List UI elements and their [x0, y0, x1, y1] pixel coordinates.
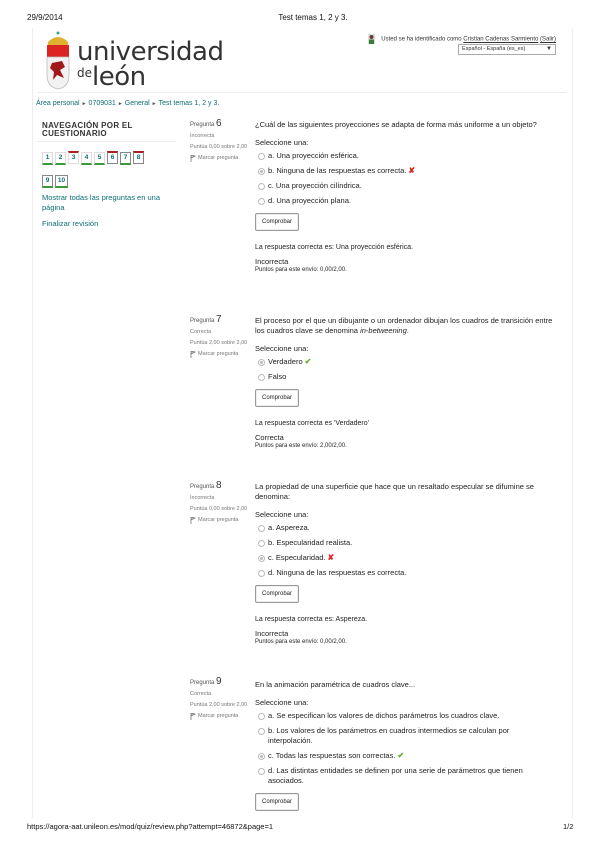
logout-link[interactable]: (Salir): [540, 36, 556, 43]
check-button[interactable]: Comprobar: [255, 585, 299, 603]
question-score: Puntúa 2,00 sobre 2,00: [190, 702, 248, 708]
radio-button-checked[interactable]: [258, 359, 265, 366]
question-info: [190, 120, 250, 166]
print-title: Test temas 1, 2 y 3.: [278, 13, 348, 22]
radio-button-checked[interactable]: [258, 168, 265, 175]
nav-question-4[interactable]: 4: [81, 152, 92, 165]
answer-option-b[interactable]: [258, 538, 555, 548]
question-7: [255, 316, 555, 450]
question-text: [255, 316, 555, 336]
print-date: 29/9/2014: [27, 13, 63, 22]
grade-text: Puntos para este envío: 2,00/2,00.: [255, 443, 347, 449]
answer-option-c[interactable]: [258, 751, 555, 761]
breadcrumb-area-personal[interactable]: Área personal: [36, 100, 80, 107]
option-label: b. Especularidad realista.: [268, 538, 353, 547]
check-button[interactable]: Comprobar: [255, 213, 299, 231]
option-label: c. Una proyección cilíndrica.: [268, 181, 362, 190]
user-name-link[interactable]: Cristian Cadenas Sarmiento: [463, 36, 539, 43]
option-label: a. Aspereza.: [268, 523, 310, 532]
radio-button[interactable]: [258, 374, 265, 381]
answer-option-true[interactable]: [258, 357, 555, 367]
right-answer-text: La respuesta correcta es: Aspereza.: [255, 616, 368, 623]
answer-option-a[interactable]: [258, 711, 555, 721]
logo-text-leon: león: [92, 62, 146, 92]
answer-prompt: Seleccione una:: [255, 344, 309, 353]
flag-icon: [190, 517, 196, 524]
user-avatar-icon[interactable]: [368, 34, 375, 44]
question-text-emphasis: in-betweening: [360, 326, 407, 335]
question-score: Puntúa 0,00 sobre 2,00: [190, 144, 248, 150]
question-number-value: 8: [216, 480, 222, 491]
nav-question-10[interactable]: 10: [55, 175, 68, 188]
option-label: c. Todas las respuestas son correctas.: [268, 751, 396, 760]
show-all-questions-link[interactable]: Mostrar todas las preguntas en una página: [42, 193, 160, 212]
breadcrumb-separator-icon: ►: [117, 101, 123, 107]
login-prefix: Usted se ha identificado como: [381, 36, 464, 43]
result-state: Correcta: [255, 433, 284, 442]
nav-question-6[interactable]: 6: [107, 151, 118, 164]
finish-review-link[interactable]: Finalizar revisión: [42, 219, 99, 228]
answer-prompt: Seleccione una:: [255, 138, 309, 147]
incorrect-cross-icon: ✘: [408, 166, 416, 175]
radio-button[interactable]: [258, 768, 265, 775]
option-label: Falso: [268, 372, 287, 381]
nav-question-3[interactable]: 3: [68, 151, 79, 164]
logo-text-de: de: [77, 66, 92, 80]
question-text: ¿Cuál de las siguientes proyecciones se adapta de forma más uniforme a un objeto?: [255, 120, 537, 129]
question-score: Puntúa 0,00 sobre 2,00: [190, 506, 248, 512]
right-answer-text: La respuesta correcta es 'Verdadero': [255, 420, 369, 427]
question-info: [190, 482, 250, 528]
flag-question-label: Marcar pregunta: [198, 713, 239, 719]
incorrect-cross-icon: ✘: [327, 553, 335, 562]
answer-option-c[interactable]: [258, 181, 555, 191]
question-number: [190, 678, 250, 687]
question-state: Correcta: [190, 691, 212, 697]
breadcrumb-quiz[interactable]: Test temas 1, 2 y 3.: [158, 100, 220, 107]
breadcrumb-separator-icon: ►: [81, 101, 87, 107]
radio-button[interactable]: [258, 713, 265, 720]
question-text-part: .: [406, 326, 409, 335]
question-number: [190, 120, 250, 129]
question-state: Incorrecta: [190, 495, 215, 501]
option-label: c. Especularidad.: [268, 553, 326, 562]
breadcrumb: [36, 100, 219, 107]
language-select[interactable]: [458, 44, 556, 55]
option-label: d. Una proyección plana.: [268, 196, 351, 205]
question-info: [190, 678, 250, 724]
answer-prompt: Seleccione una:: [255, 698, 309, 707]
print-page-number: 1/2: [563, 822, 574, 831]
flag-question-button[interactable]: [190, 351, 250, 358]
answer-option-c[interactable]: [258, 553, 555, 563]
nav-question-8[interactable]: 8: [133, 151, 144, 164]
radio-button-checked[interactable]: [258, 753, 265, 760]
flag-question-label: Marcar pregunta: [198, 155, 239, 161]
flag-question-label: Marcar pregunta: [198, 351, 239, 357]
answer-option-b[interactable]: [258, 166, 555, 176]
right-answer-text: La respuesta correcta es: Una proyección esférica.: [255, 244, 413, 251]
question-text: En la animación paramétrica de cuadros clave...: [255, 680, 416, 689]
question-label: Pregunta: [190, 484, 215, 490]
answer-option-false[interactable]: [258, 372, 555, 382]
header-divider: [38, 92, 566, 93]
print-footer-url: https://agora-aat.unileon.es/mod/quiz/review.php?attempt=46872&page=1: [27, 822, 274, 831]
answer-option-b[interactable]: [258, 726, 555, 746]
answer-option-d[interactable]: [258, 568, 555, 578]
radio-button[interactable]: [258, 540, 265, 547]
nav-question-5[interactable]: 5: [94, 152, 105, 165]
question-state: Correcta: [190, 329, 212, 335]
nav-question-9[interactable]: 9: [42, 175, 53, 188]
flag-question-label: Marcar pregunta: [198, 517, 239, 523]
radio-button[interactable]: [258, 198, 265, 205]
flag-question-button[interactable]: [190, 713, 250, 720]
university-logo[interactable]: [44, 30, 224, 92]
question-number: [190, 316, 250, 325]
flag-icon: [190, 155, 196, 162]
option-label: b. Ninguna de las respuestas es correcta.: [268, 166, 407, 175]
flag-icon: [190, 713, 196, 720]
radio-button-checked[interactable]: [258, 555, 265, 562]
option-label: a. Una proyección esférica.: [268, 151, 359, 160]
dropdown-arrow-icon: ▼: [546, 46, 552, 52]
language-select-value: Español - España (es_es): [462, 46, 526, 52]
option-label: d. Ninguna de las respuestas es correcta.: [268, 568, 407, 577]
quiz-navigation-block: [36, 120, 176, 229]
question-8: [255, 482, 555, 646]
option-label: a. Se especifican los valores de dichos parámetros los cuadros clave.: [268, 711, 500, 720]
question-6: [255, 120, 555, 274]
question-state: Incorrecta: [190, 133, 215, 139]
option-label: Verdadero: [268, 357, 303, 366]
radio-button[interactable]: [258, 525, 265, 532]
option-label: d. Las distintas entidades se definen por una serie de parámetros que tienen asociados.: [268, 766, 523, 785]
grade-text: Puntos para este envío: 0,00/2,00.: [255, 267, 347, 273]
question-number: [190, 482, 250, 491]
question-text: La propiedad de una superficie que hace que un resaltado especular se difumine se denomina:: [255, 482, 534, 501]
answer-option-d[interactable]: [258, 766, 555, 786]
grade-text: Puntos para este envío: 0,00/2,00.: [255, 639, 347, 645]
answer-option-a[interactable]: [258, 523, 555, 533]
breadcrumb-separator-icon: ►: [151, 101, 157, 107]
answer-option-d[interactable]: [258, 196, 555, 206]
breadcrumb-course[interactable]: 0709031: [88, 100, 116, 107]
nav-question-7[interactable]: 7: [120, 152, 131, 165]
quiz-navigation-buttons: [36, 142, 174, 192]
flag-icon: [190, 351, 196, 358]
flag-question-button[interactable]: [190, 155, 250, 162]
correct-check-icon: ✔: [397, 751, 405, 760]
radio-button[interactable]: [258, 570, 265, 577]
radio-button[interactable]: [258, 153, 265, 160]
question-score: Puntúa 2,00 sobre 2,00: [190, 340, 248, 346]
result-state: Incorrecta: [255, 629, 289, 638]
flag-question-button[interactable]: [190, 517, 250, 524]
answer-option-a[interactable]: [258, 151, 555, 161]
quiz-navigation-title: NAVEGACIÓN POR EL CUESTIONARIO: [36, 120, 176, 142]
question-label: Pregunta: [190, 680, 215, 686]
question-9: [255, 680, 555, 823]
nav-question-1[interactable]: 1: [42, 152, 53, 165]
question-text-part: El proceso por el que un dibujante o un ordenador dibujan los cuadros de transición entre los cuadros clave se denomina: [255, 316, 553, 335]
result-state: Incorrecta: [255, 257, 289, 266]
question-info: [190, 316, 250, 362]
question-label: Pregunta: [190, 122, 215, 128]
question-number-value: 9: [216, 676, 222, 687]
check-button[interactable]: Comprobar: [255, 793, 299, 811]
question-number-value: 7: [216, 314, 222, 325]
question-number-value: 6: [216, 118, 222, 129]
option-label: b. Los valores de los parámetros en cuadros intermedios se calculan por interpolación.: [268, 726, 510, 745]
logo-text-universidad: universidad: [77, 37, 224, 67]
login-info: [368, 34, 556, 44]
breadcrumb-section[interactable]: General: [124, 100, 150, 107]
radio-button[interactable]: [258, 728, 265, 735]
check-button[interactable]: Comprobar: [255, 389, 299, 407]
radio-button[interactable]: [258, 183, 265, 190]
answer-prompt: Seleccione una:: [255, 510, 309, 519]
university-shield-icon: [44, 30, 72, 90]
nav-question-2[interactable]: 2: [55, 152, 66, 165]
correct-check-icon: ✔: [304, 357, 312, 366]
question-label: Pregunta: [190, 318, 215, 324]
